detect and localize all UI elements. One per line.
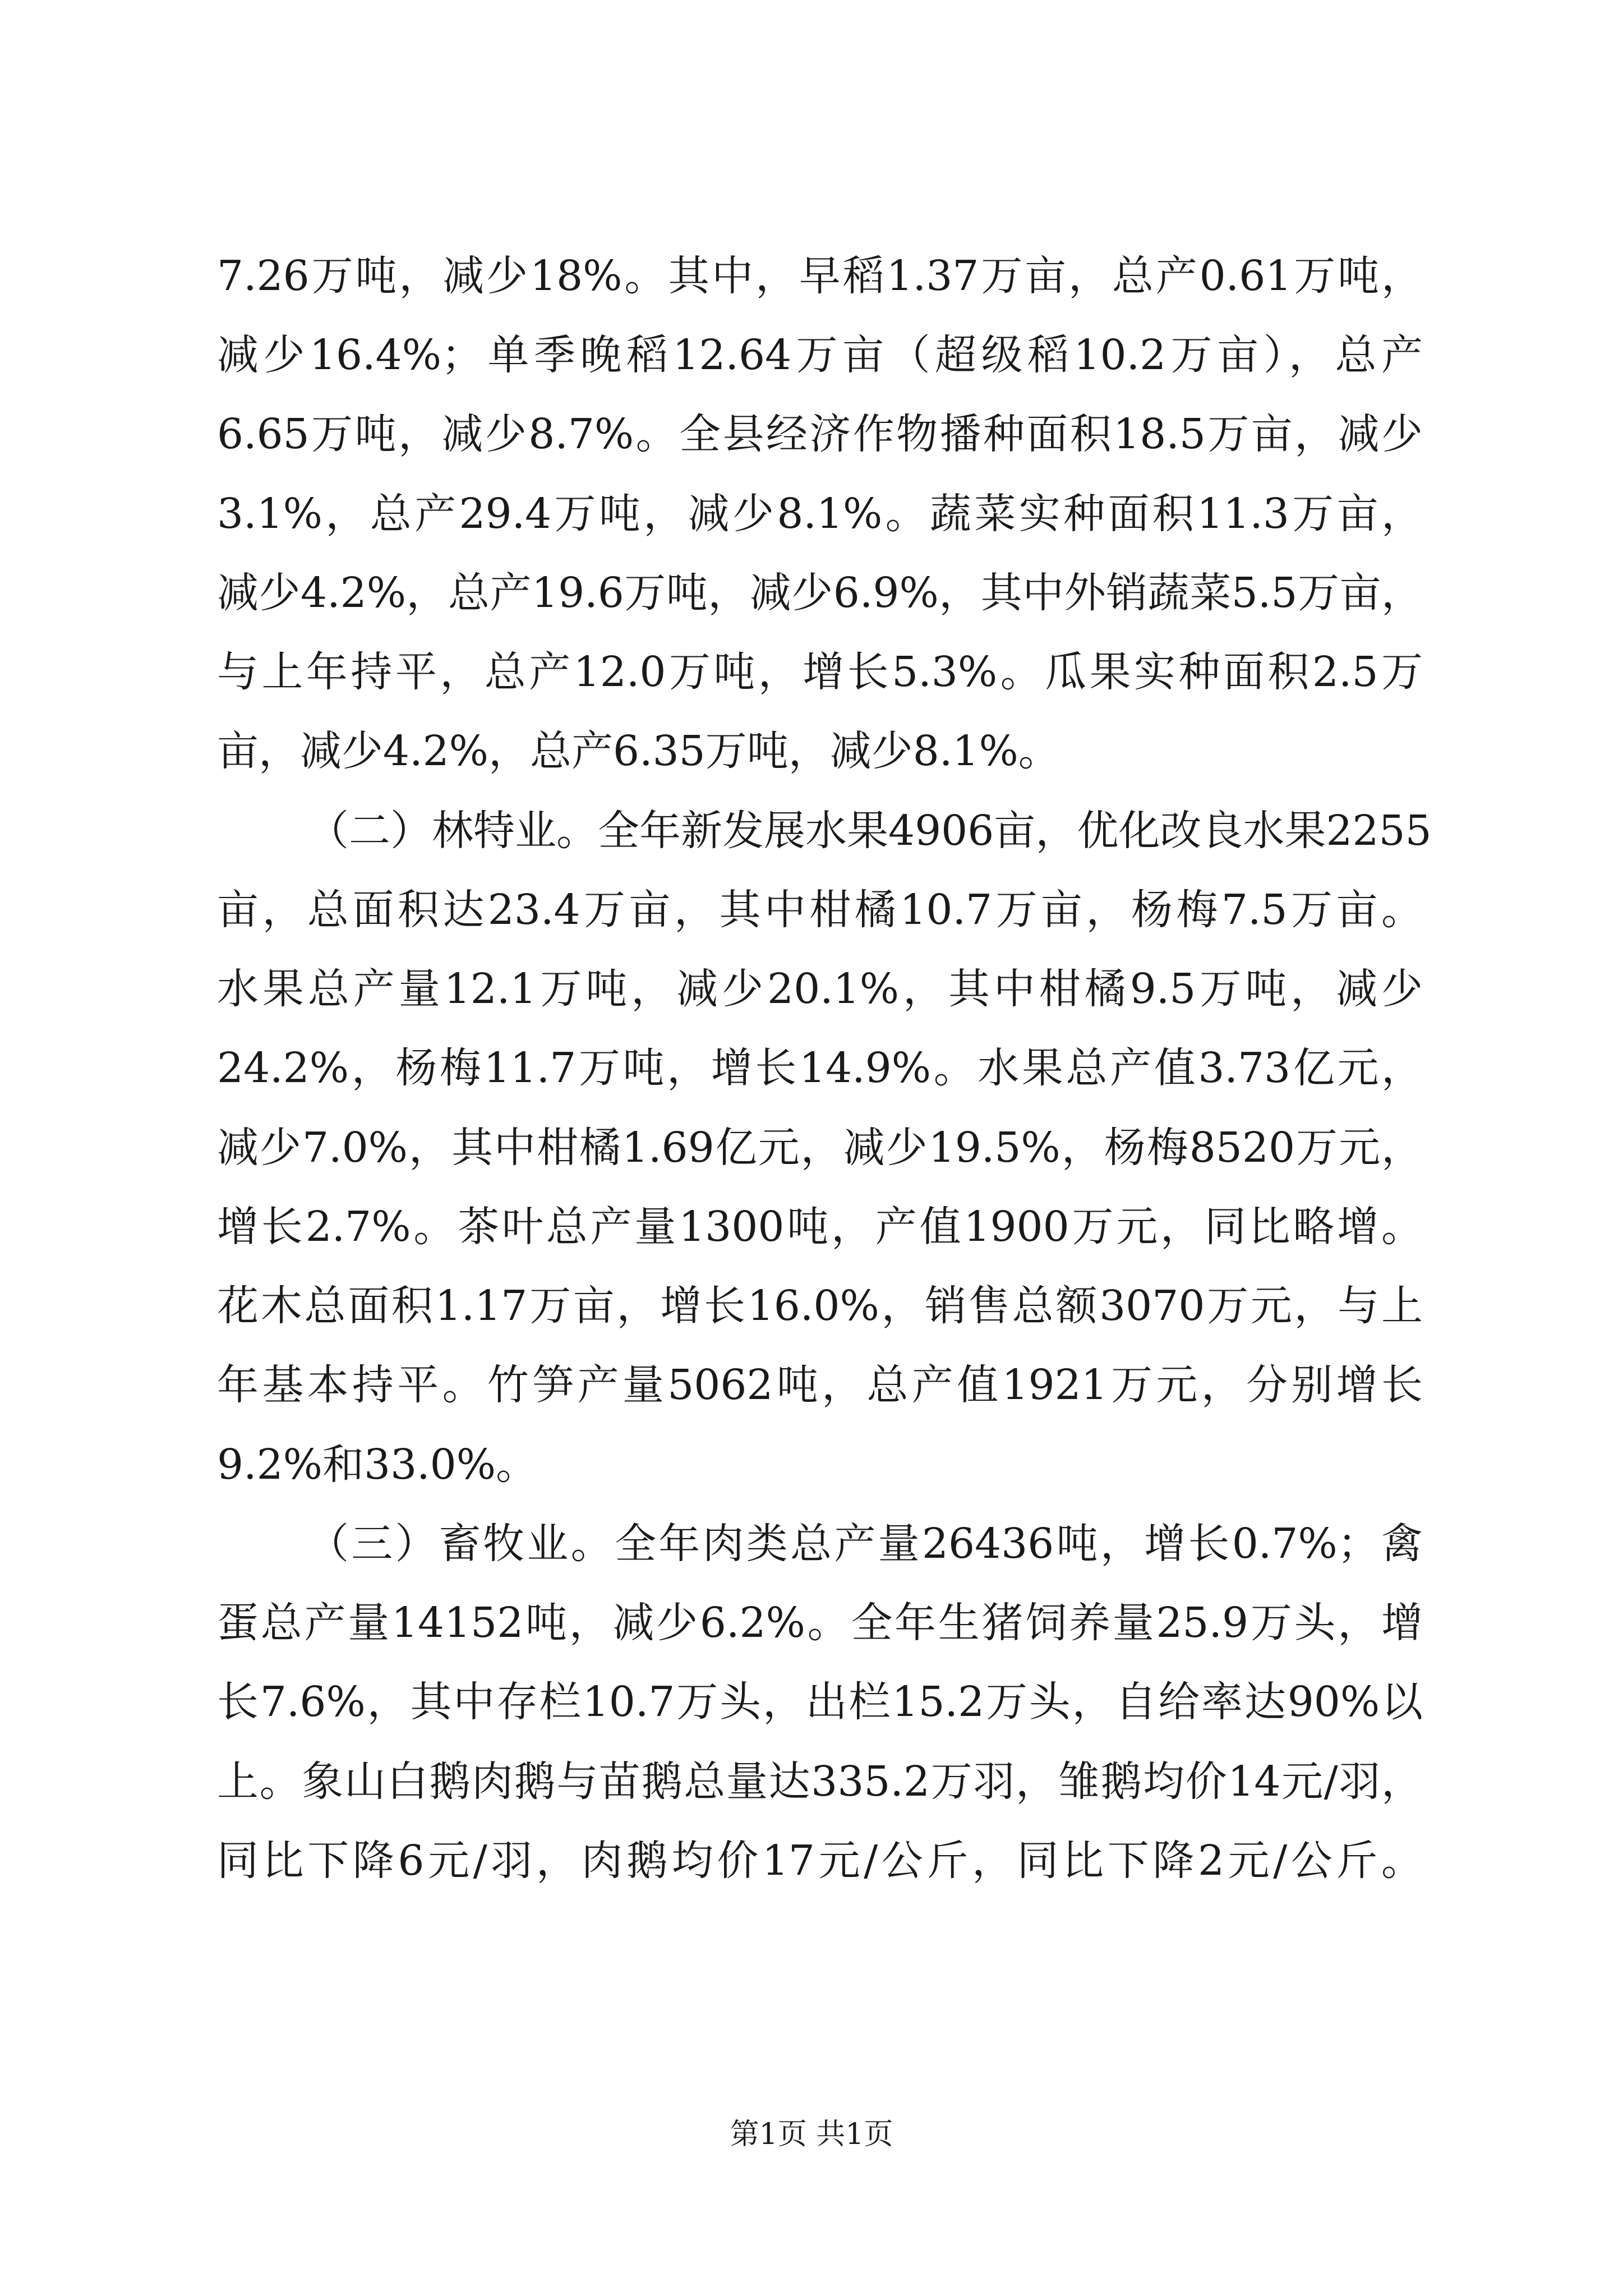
paragraph-line: 上。象山白鹅肉鹅与苗鹅总量达335.2万羽，雏鹅均价14元/羽，: [217, 1757, 1423, 1806]
section-heading-line: （三）畜牧业。全年肉类总产量26436吨，增长0.7%；禽: [307, 1520, 1423, 1568]
paragraph-line: 与上年持平，总产12.0万吨，增长5.3%。瓜果实种面积2.5万: [217, 648, 1423, 696]
paragraph-line: 年基本持平。竹笋产量5062吨，总产值1921万元，分别增长: [217, 1361, 1423, 1409]
page-number-footer: 第1页 共1页: [730, 2118, 893, 2151]
paragraph-line: 亩，减少4.2%，总产6.35万吨，减少8.1%。: [217, 727, 1060, 775]
paragraph-line: 6.65万吨，减少8.7%。全县经济作物播种面积18.5万亩，减少: [217, 410, 1423, 458]
paragraph-line: 长7.6%，其中存栏10.7万头，出栏15.2万头，自给率达90%以: [217, 1678, 1423, 1726]
paragraph-line: 水果总产量12.1万吨，减少20.1%，其中柑橘9.5万吨，减少: [217, 965, 1423, 1013]
paragraph-line: 减少4.2%，总产19.6万吨，减少6.9%，其中外销蔬菜5.5万亩，: [217, 569, 1423, 617]
paragraph-line: 同比下降6元/羽，肉鹅均价17元/公斤，同比下降2元/公斤。: [217, 1837, 1423, 1885]
section-heading-line: （二）林特业。全年新发展水果4906亩，优化改良水果2255: [307, 807, 1432, 855]
paragraph-line: 增长2.7%。茶叶总产量1300吨，产值1900万元，同比略增。: [217, 1203, 1423, 1251]
paragraph-line: 9.2%和33.0%。: [217, 1441, 538, 1489]
paragraph-line: 减少16.4%；单季晚稻12.64万亩（超级稻10.2万亩），总产: [217, 331, 1423, 379]
paragraph-line: 24.2%，杨梅11.7万吨，增长14.9%。水果总产值3.73亿元，: [217, 1044, 1423, 1092]
paragraph-line: 3.1%，总产29.4万吨，减少8.1%。蔬菜实种面积11.3万亩，: [217, 490, 1423, 538]
paragraph-line: 亩，总面积达23.4万亩，其中柑橘10.7万亩，杨梅7.5万亩。: [217, 886, 1423, 934]
paragraph-line: 花木总面积1.17万亩，增长16.0%，销售总额3070万元，与上: [217, 1282, 1423, 1330]
paragraph-line: 减少7.0%，其中柑橘1.69亿元，减少19.5%，杨梅8520万元，: [217, 1124, 1423, 1172]
paragraph-line: 蛋总产量14152吨，减少6.2%。全年生猪饲养量25.9万头，增: [217, 1599, 1423, 1647]
paragraph-line: 7.26万吨，减少18%。其中，早稻1.37万亩，总产0.61万吨，: [217, 252, 1423, 300]
